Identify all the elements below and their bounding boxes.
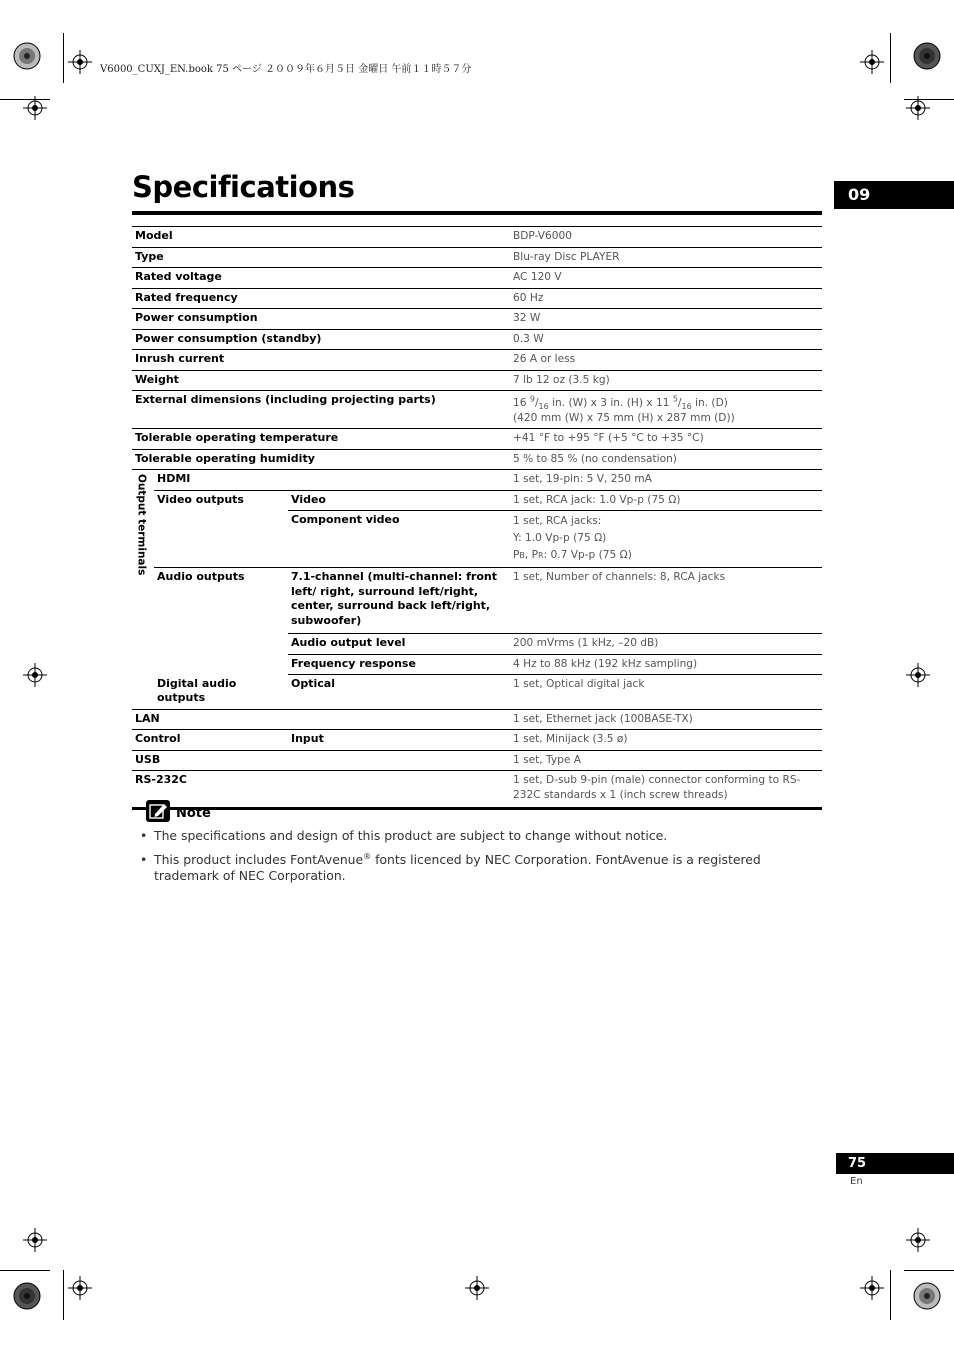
crop-mark-bl-v [63, 1270, 64, 1320]
spec-label: Weight [132, 370, 510, 391]
spec-value: 1 set, D-sub 9-pin (male) connector conforming to RS-232C standards x 1 (inch screw threads) [510, 771, 822, 809]
registration-mark-icon [68, 50, 92, 74]
spec-label: Tolerable operating temperature [132, 429, 510, 450]
crop-mark-tr-v [890, 33, 891, 83]
spec-label: USB [132, 750, 510, 771]
spec-label: Video outputs [154, 490, 288, 568]
table-row [132, 709, 822, 730]
crop-mark-tl-v [63, 33, 64, 83]
spec-value: 16 $^9/_{16}$ in. (W) x 3 in. (H) x 11 $^5/_{16}$ in. (D) (420 mm (W) x 75 mm (H) x 287 mm (D)) [510, 391, 822, 429]
note-text: The specifications and design of this product are subject to change without notice. [154, 828, 668, 843]
registration-mark-icon [906, 1228, 930, 1252]
spec-value: 1 set, 19-pin: 5 V, 250 mA [510, 470, 822, 491]
page-title: Specifications [132, 170, 355, 204]
spec-value: 7 lb 12 oz (3.5 kg) [510, 370, 822, 391]
note-text: This product includes FontAvenue [154, 851, 364, 867]
pencil-note-icon [146, 800, 170, 822]
spec-label: RS-232C [132, 771, 510, 809]
spec-label: Rated voltage [132, 268, 510, 289]
spec-value: 32 W [510, 309, 822, 330]
spec-value: Blu-ray Disc PLAYER [510, 247, 822, 268]
chapter-tab: 09 [834, 181, 954, 209]
spec-value: BDP-V6000 [510, 227, 822, 248]
component-pr-sub: R [538, 551, 544, 560]
table-row [132, 391, 822, 429]
table-row [132, 429, 822, 450]
component-line: 1 set, RCA jacks: [513, 515, 602, 527]
dimension-numerator: 5 [672, 394, 678, 404]
crop-mark-br-h [904, 1270, 954, 1271]
component-pb-sub: B [519, 551, 525, 560]
output-terminals-group [132, 470, 154, 710]
spec-label: Control [132, 730, 288, 751]
language-code: En [850, 1176, 863, 1187]
spec-value: 5 % to 85 % (no condensation) [510, 449, 822, 470]
table-row [132, 288, 822, 309]
spec-value: 26 A or less [510, 350, 822, 371]
registration-mark-icon [906, 96, 930, 120]
registration-mark-icon [860, 50, 884, 74]
spec-sublabel: Component video [288, 511, 510, 568]
spec-sublabel: Video [288, 490, 510, 511]
crop-mark-bl-h [0, 1270, 50, 1271]
spec-label: Power consumption (standby) [132, 329, 510, 350]
table-row [132, 470, 822, 491]
spec-label: Audio outputs [154, 568, 288, 675]
output-terminals-label: Output terminals [135, 474, 148, 576]
table-row [132, 568, 822, 634]
spec-sublabel: Input [288, 730, 510, 751]
component-sep: , P [524, 549, 539, 561]
table-row [132, 247, 822, 268]
spec-value: 1 set, RCA jack: 1.0 Vp-p (75 Ω) [510, 490, 822, 511]
spec-sublabel: Audio output level [288, 634, 510, 655]
table-row [132, 268, 822, 289]
component-pr: : 0.7 Vp-p (75 Ω) [543, 549, 632, 561]
spec-label: LAN [132, 709, 510, 730]
spec-value: +41 °F to +95 °F (+5 °C to +35 °C) [510, 429, 822, 450]
specifications-table [132, 226, 822, 810]
spec-label: Inrush current [132, 350, 510, 371]
spec-label: Model [132, 227, 510, 248]
table-row [132, 449, 822, 470]
spec-value: 200 mVrms (1 kHz, –20 dB) [510, 634, 822, 655]
spec-value: 0.3 W [510, 329, 822, 350]
crop-mark-br-v [890, 1270, 891, 1320]
spec-label: Rated frequency [132, 288, 510, 309]
bullet: • [140, 851, 148, 867]
registration-mark-icon [23, 96, 47, 120]
spec-value: AC 120 V [510, 268, 822, 289]
table-row [132, 730, 822, 751]
print-file-header: V6000_CUXJ_EN.book 75 ページ ２００９年６月５日 金曜日 午前１１時５７分 [100, 64, 472, 75]
spec-value: 1 set, Type A [510, 750, 822, 771]
dimension-numerator: 9 [529, 394, 535, 404]
registration-mark-icon [860, 1276, 884, 1300]
spec-label: HDMI [154, 470, 510, 491]
dimension-denominator: 16 [681, 402, 692, 412]
spec-value [510, 511, 822, 568]
spec-label: Power consumption [132, 309, 510, 330]
dimension-text: in. (D) [691, 397, 728, 409]
color-bar-disc-icon [913, 42, 941, 70]
table-row [132, 490, 822, 511]
color-bar-disc-icon [13, 1282, 41, 1310]
note-text: fonts licenced by NEC Corporation. FontAvenue is a registered trademark of NEC Corporation. [154, 851, 761, 883]
registered-mark: ® [363, 851, 372, 861]
dimension-text: in. (W) x 3 in. (H) x 11 [548, 397, 673, 409]
spec-label: Digital audio outputs [157, 676, 237, 704]
list-item [140, 852, 824, 885]
table-row [132, 750, 822, 771]
component-pb: P [513, 549, 520, 561]
registration-mark-icon [23, 663, 47, 687]
table-row [132, 675, 822, 709]
dimension-metric: (420 mm (W) x 75 mm (H) x 287 mm (D)) [513, 411, 735, 424]
spec-value: 1 set, Minijack (3.5 ø) [510, 730, 822, 751]
table-row [132, 350, 822, 371]
table-row [132, 329, 822, 350]
spec-label: Tolerable operating humidity [132, 449, 510, 470]
spec-value: 60 Hz [510, 288, 822, 309]
spec-value: 1 set, Ethernet jack (100BASE-TX) [510, 709, 822, 730]
note-list [140, 828, 824, 892]
spec-value: 1 set, Number of channels: 8, RCA jacks [510, 568, 822, 634]
spec-sublabel: Optical [288, 675, 510, 709]
title-rule [132, 211, 822, 215]
component-line: Y: 1.0 Vp-p (75 Ω) [513, 532, 607, 544]
bullet: • [140, 828, 148, 843]
registration-mark-icon [23, 1228, 47, 1252]
color-bar-disc-icon [913, 1282, 941, 1310]
registration-mark-icon [906, 663, 930, 687]
dimension-whole: 16 [513, 397, 530, 409]
spec-sublabel: Frequency response [288, 654, 510, 675]
spec-sublabel: 7.1-channel (multi-channel: front left/ right, surround left/right, center, surround back left/right, subwoofer) [288, 568, 510, 634]
registration-mark-icon [465, 1276, 489, 1300]
color-bar-disc-icon [13, 42, 41, 70]
spec-value: 4 Hz to 88 kHz (192 kHz sampling) [510, 654, 822, 675]
spec-value: 1 set, Optical digital jack [510, 675, 822, 709]
spec-label: External dimensions (including projecting parts) [132, 391, 510, 429]
dimension-denominator: 16 [538, 402, 549, 412]
table-row [132, 227, 822, 248]
spec-label: Type [132, 247, 510, 268]
registration-mark-icon [68, 1276, 92, 1300]
list-item [140, 828, 824, 845]
page-number: 75 [836, 1153, 954, 1174]
table-row [132, 309, 822, 330]
note-label: Note [176, 806, 211, 821]
table-row [132, 771, 822, 809]
table-row [132, 370, 822, 391]
